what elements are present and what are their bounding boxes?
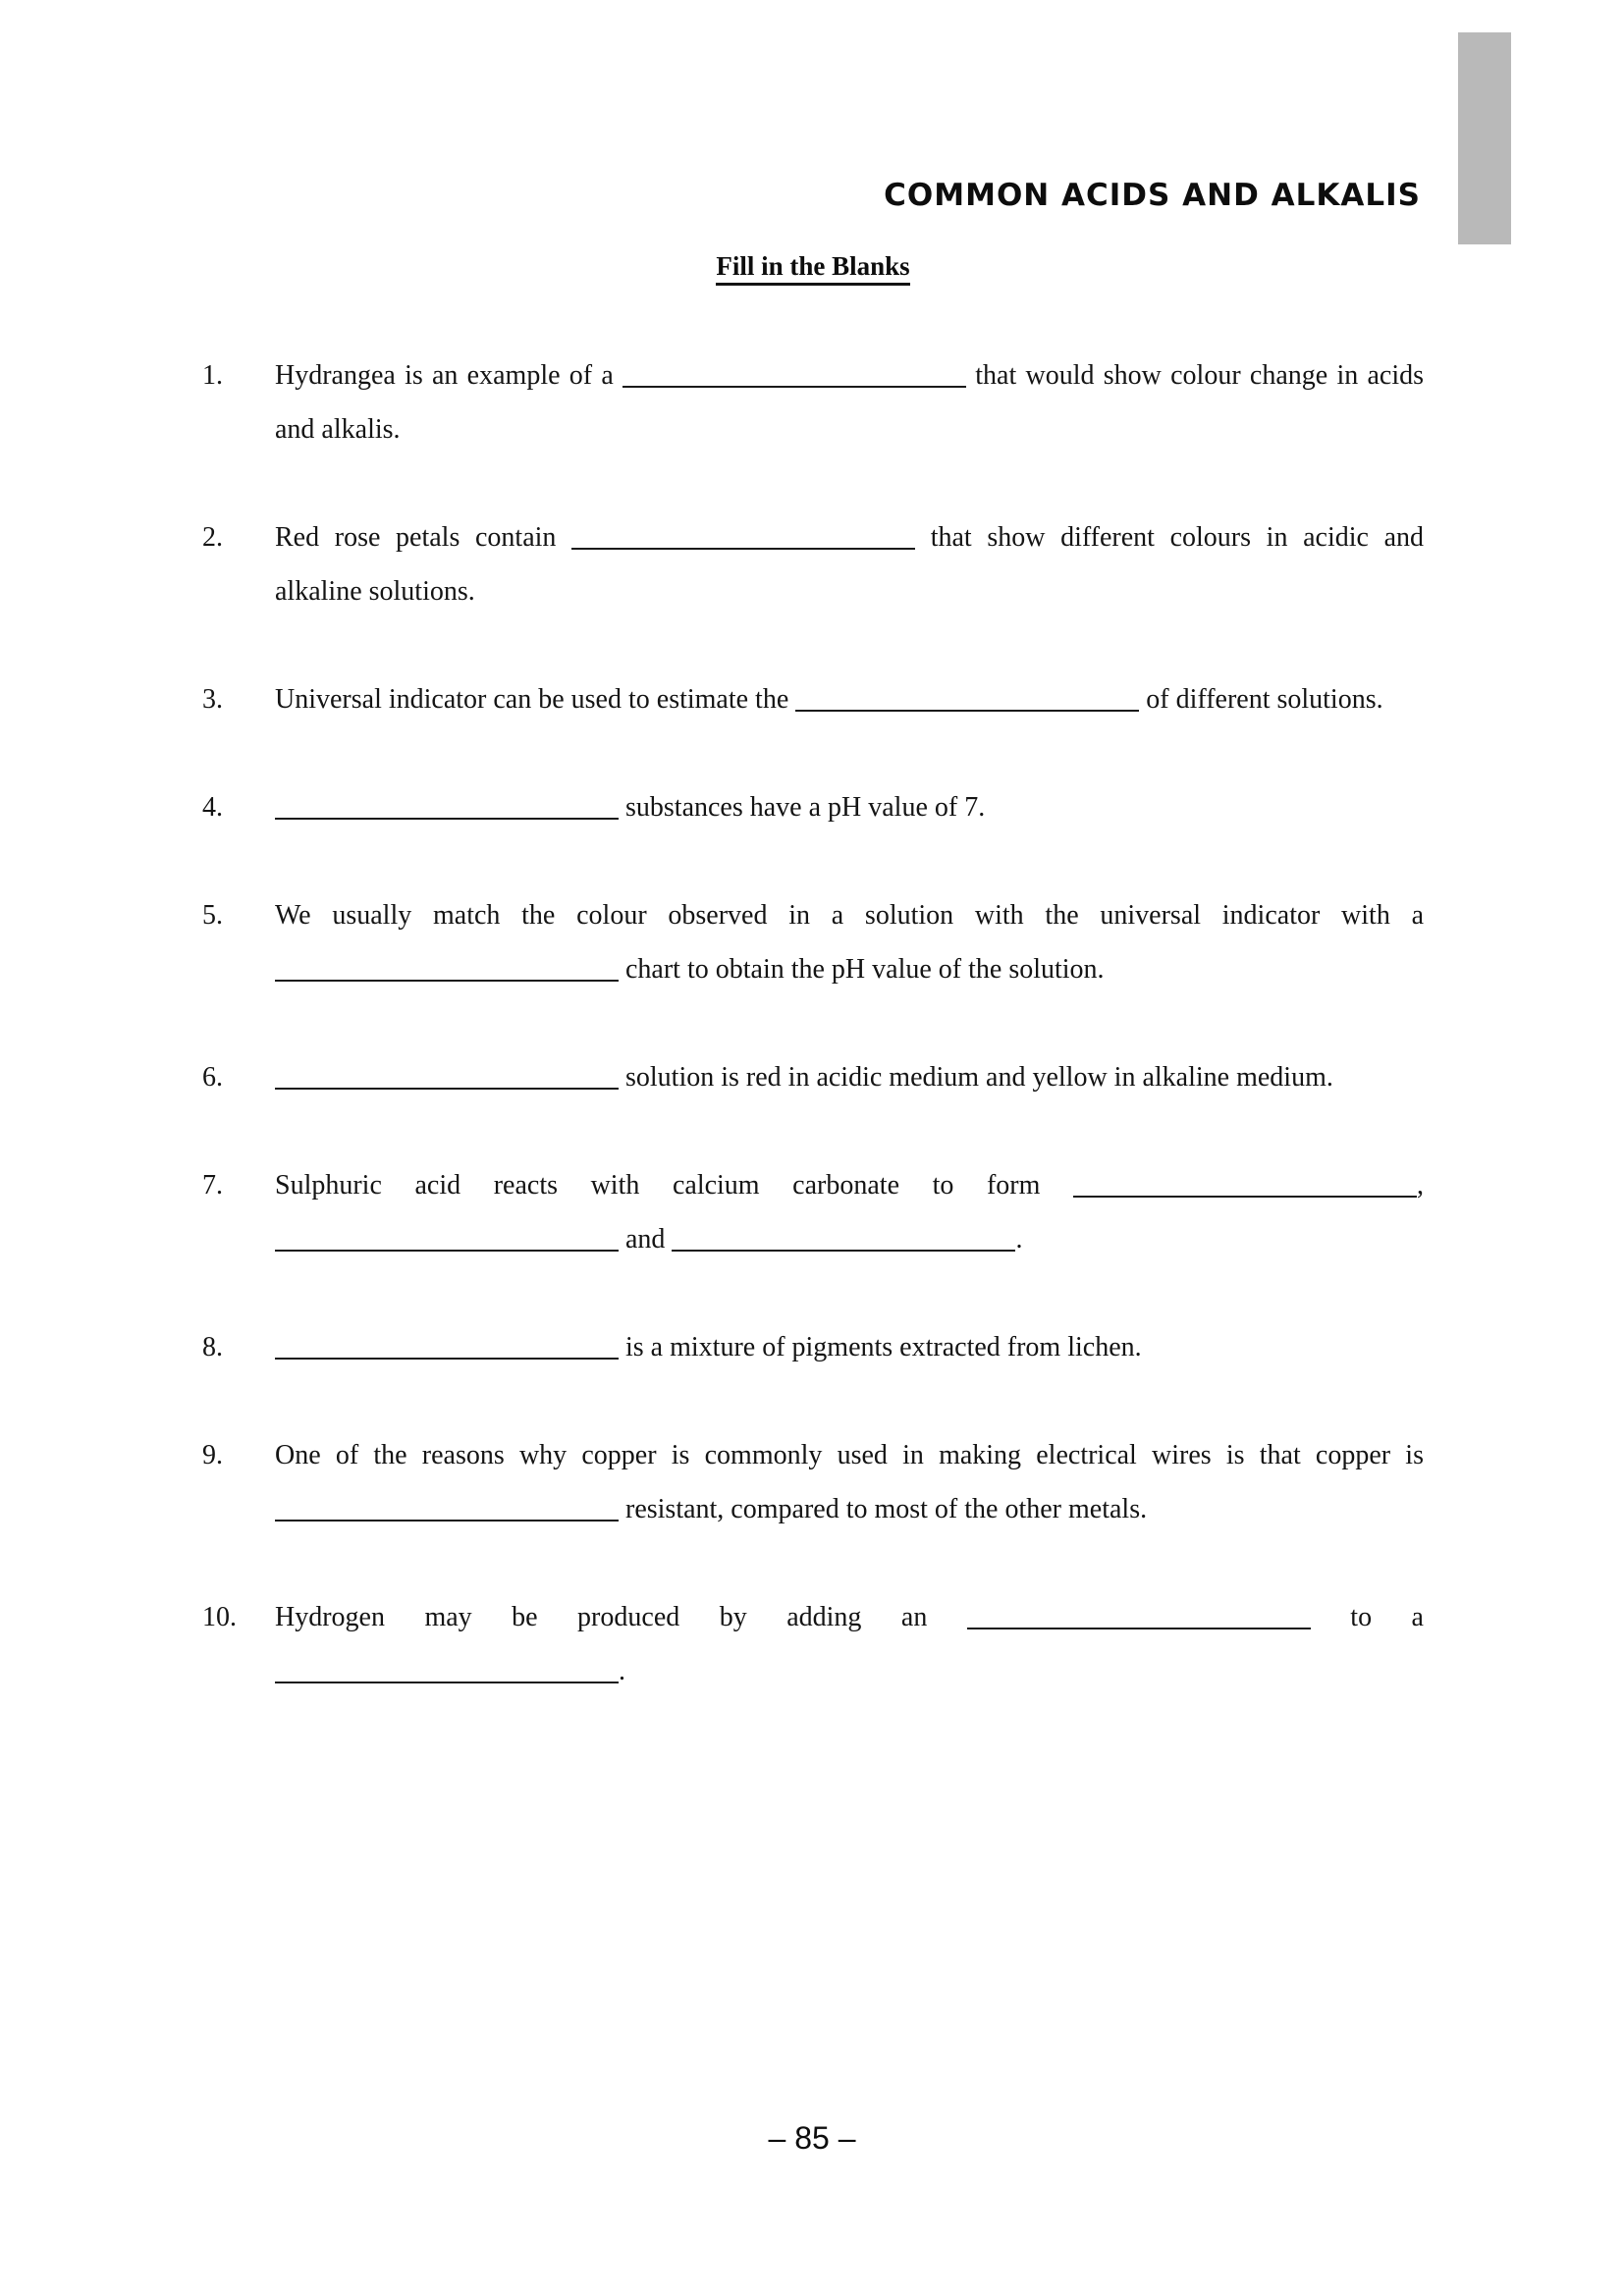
- question-text: Hydrangea is an example of a that would show colour change in acids and alkalis.: [275, 360, 1425, 445]
- blank-line: [795, 710, 1139, 712]
- question-text: substances have a pH value of 7.: [275, 780, 1424, 834]
- blank-line: [571, 548, 915, 550]
- page-number: – 85 –: [768, 2120, 856, 2156]
- blank-line: [275, 1358, 619, 1360]
- question-number: 3.: [202, 684, 223, 715]
- question-text: Sulphuric acid reacts with calcium carbonate to form , and .: [275, 1170, 1425, 1255]
- blank-line: [275, 1088, 619, 1090]
- question-row: [202, 1590, 1424, 1698]
- question-row: [202, 1158, 1424, 1266]
- question-number: 1.: [202, 360, 223, 391]
- question-number: 2.: [202, 522, 223, 553]
- question-row: [202, 510, 1424, 618]
- question-number: 5.: [202, 900, 223, 931]
- question-text: Red rose petals contain that show different colours in acidic and alkaline solutions.: [275, 522, 1424, 607]
- question-row: [202, 1050, 1424, 1104]
- document-title: COMMON ACIDS AND ALKALIS: [884, 178, 1421, 213]
- question-text: solution is red in acidic medium and yellow in alkaline medium.: [275, 1050, 1424, 1104]
- question-text: Universal indicator can be used to estimate the of different solutions.: [275, 684, 1383, 715]
- question-number: 9.: [202, 1440, 223, 1470]
- blank-line: [275, 980, 619, 982]
- question-text: Hydrogen may be produced by adding an to a .: [275, 1602, 1424, 1686]
- section-heading-wrap: [202, 251, 1424, 286]
- question-row: [202, 672, 1424, 726]
- question-row: [202, 1428, 1424, 1536]
- blank-line: [275, 1682, 619, 1683]
- question-number: 6.: [202, 1062, 223, 1093]
- question-number: 8.: [202, 1332, 223, 1362]
- question-row: [202, 780, 1424, 834]
- blank-line: [623, 386, 966, 388]
- blank-line: [1073, 1196, 1417, 1198]
- question-row: [202, 348, 1424, 456]
- blank-line: [672, 1250, 1015, 1252]
- question-text: One of the reasons why copper is commonly used in making electrical wires is that copper is resistant, compared to most of the other metals.: [275, 1440, 1424, 1524]
- blank-line: [275, 1250, 619, 1252]
- blank-line: [275, 1520, 619, 1522]
- question-row: [202, 1320, 1424, 1374]
- question-number: 7.: [202, 1170, 223, 1201]
- gray-corner-tab: [1458, 32, 1511, 244]
- questions-list: [202, 348, 1424, 1752]
- question-number: 4.: [202, 792, 223, 823]
- blank-line: [967, 1628, 1311, 1629]
- question-text: We usually match the colour observed in a solution with the universal indicator with a chart to obtain the pH value of the solution.: [275, 900, 1424, 985]
- question-row: [202, 888, 1424, 996]
- question-text: is a mixture of pigments extracted from lichen.: [275, 1320, 1424, 1374]
- blank-line: [275, 818, 619, 820]
- question-number: 10.: [202, 1602, 237, 1632]
- section-heading: Fill in the Blanks: [716, 251, 909, 286]
